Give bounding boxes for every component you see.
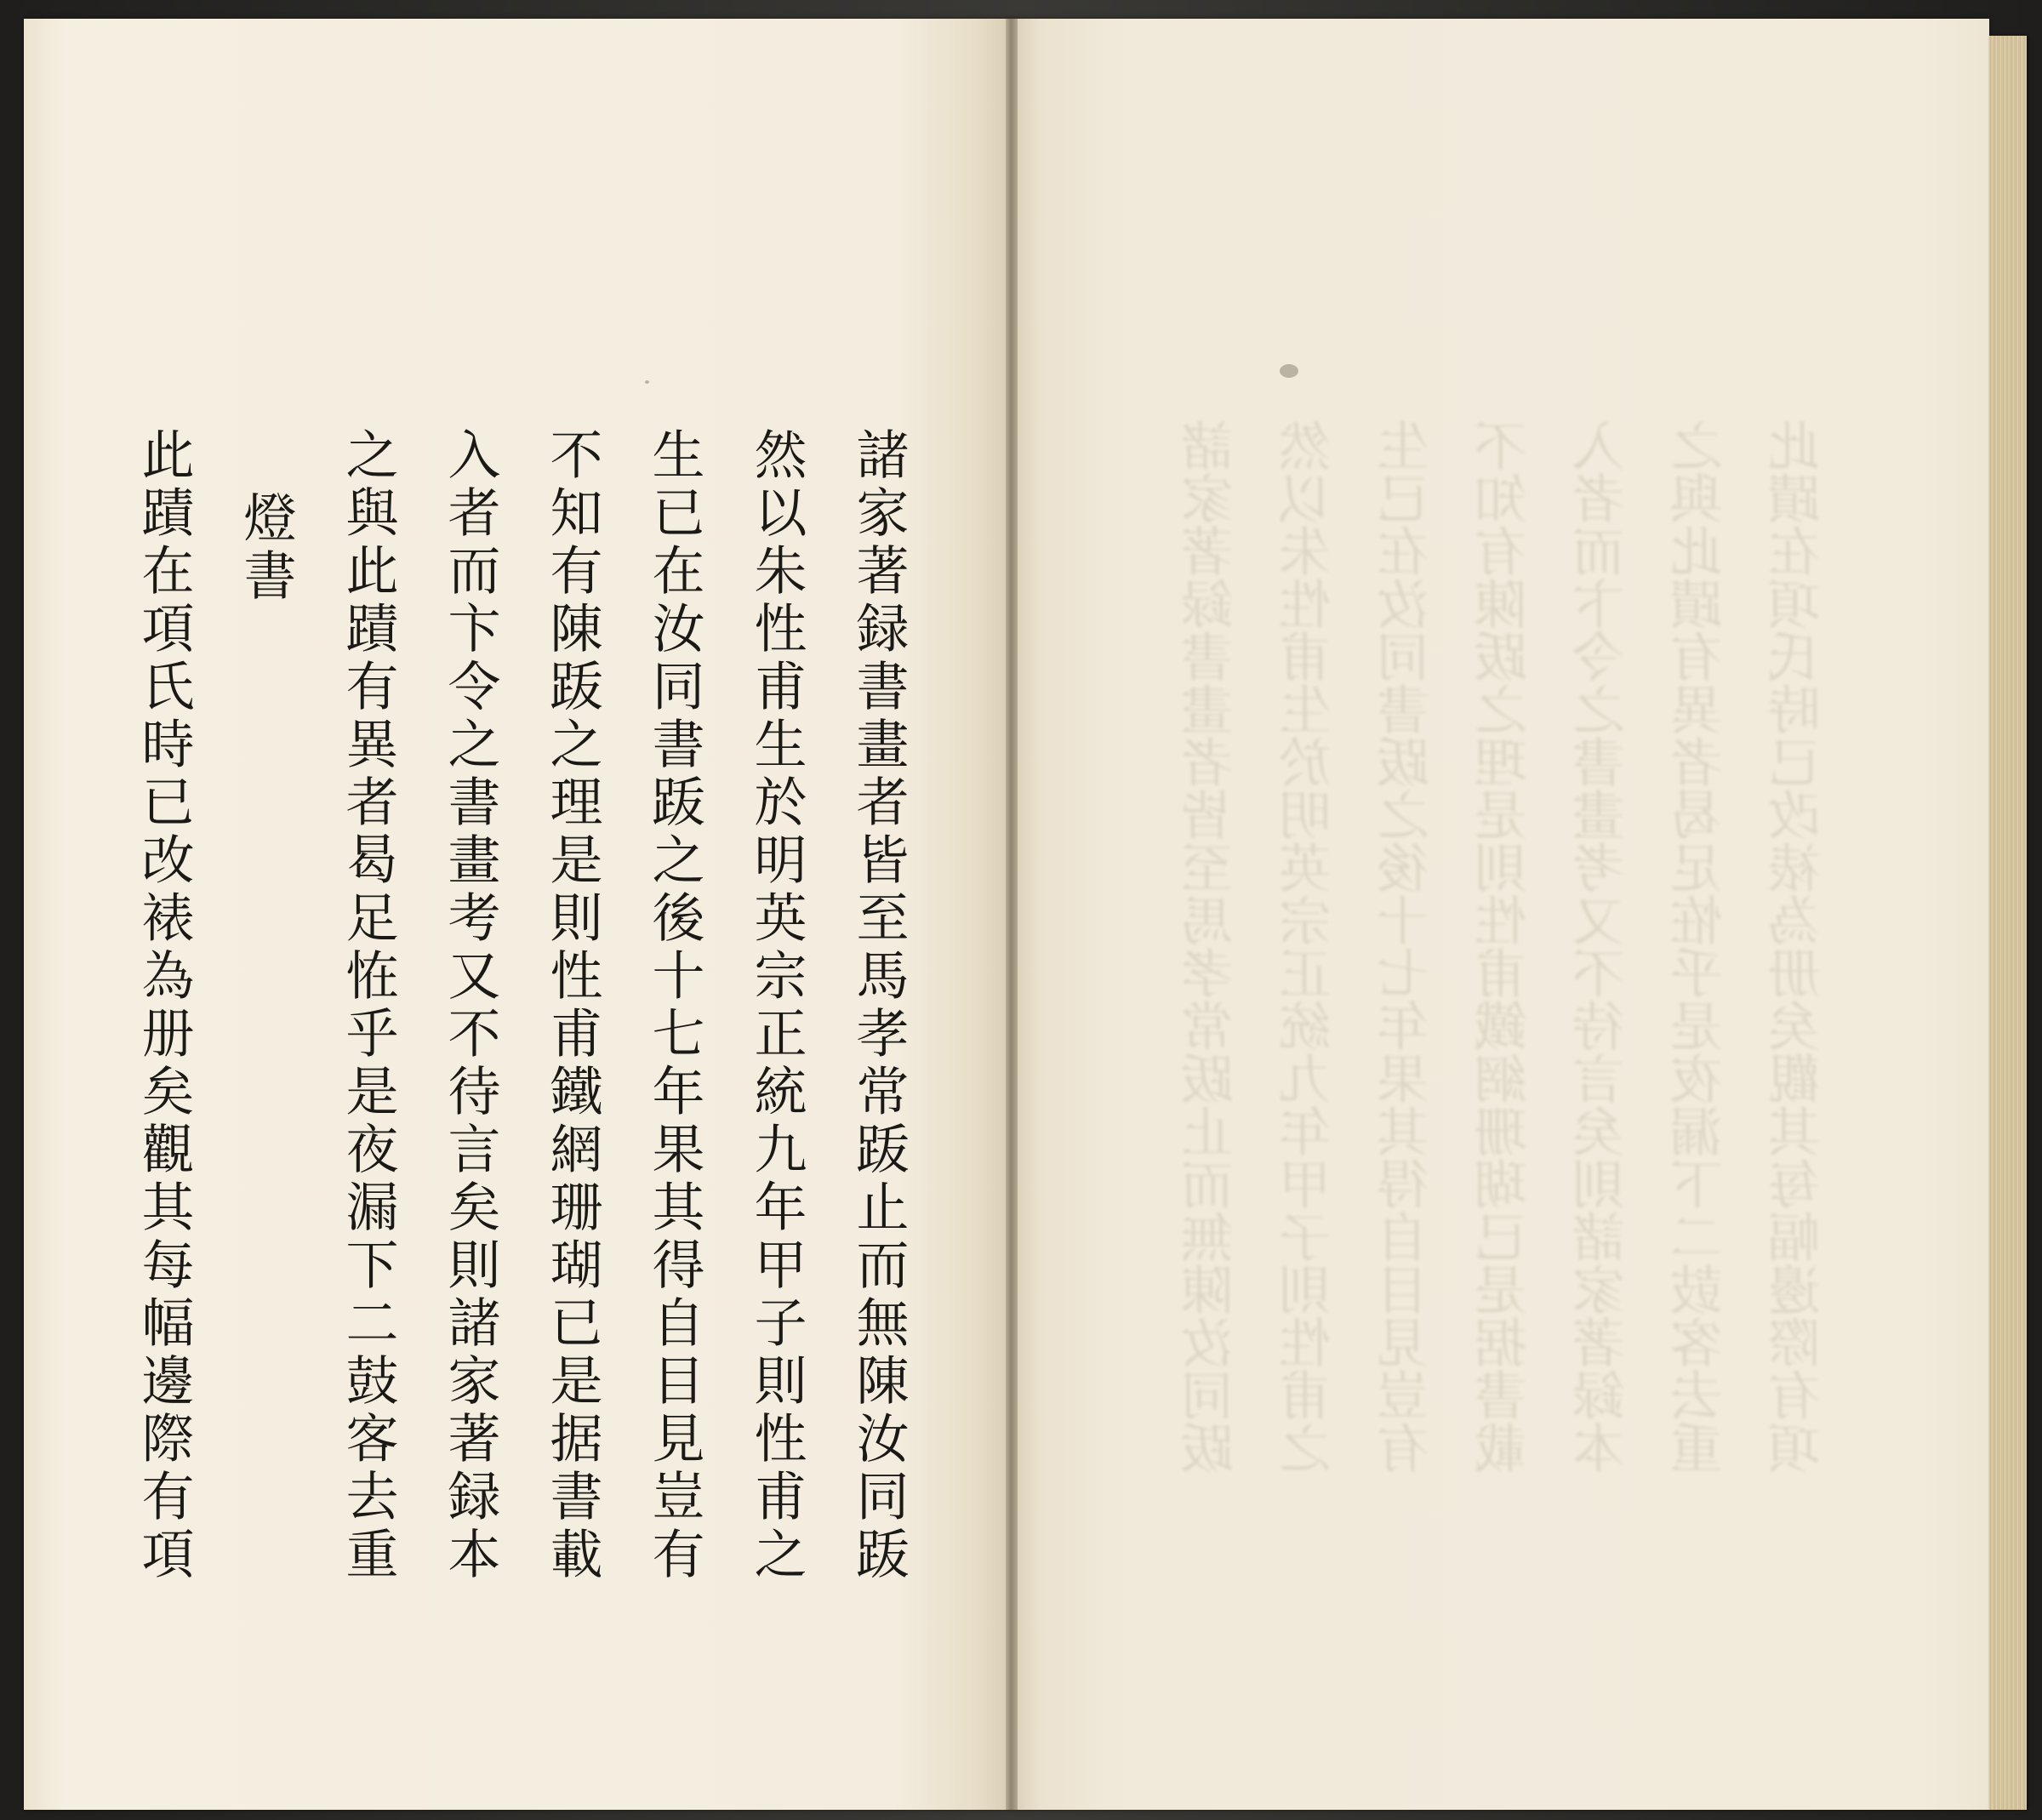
bleed-column: 不知有陳䟦之理是則性甫鐵網珊瑚已是据書載 <box>1474 419 1536 1474</box>
bleed-column: 之與此蹟有異者曷足恠乎是夜漏下二鼓客去重 <box>1669 419 1731 1474</box>
text-column-8: 此蹟在項氏時已改裱為册矣觀其每幅邊際有項 <box>133 427 195 1584</box>
bleed-column: 然以朱性甫生於明英宗正統九年甲子則性甫之 <box>1278 419 1340 1474</box>
left-page <box>24 19 1011 1810</box>
open-book <box>19 19 2027 1814</box>
bleed-column: 諸家著録書畫者皆至馬孝常䟦止而無陳汝同䟦 <box>1180 419 1242 1474</box>
text-column-7: 燈書 <box>235 490 297 606</box>
ink-bleed-through <box>1181 419 1879 1695</box>
paper-speck <box>645 380 649 384</box>
bleed-column: 生已在汝同書䟦之後十七年果其得自目見豈有 <box>1376 419 1438 1474</box>
bleed-column: 入者而卞令之書畫考又不待言矣則諸家著録本 <box>1571 419 1634 1474</box>
right-page <box>1011 19 1989 1810</box>
vertical-text-block <box>92 427 909 1720</box>
text-column-4: 不知有陳䟦之理是則性甫鐵網珊瑚已是据書載 <box>541 427 603 1584</box>
text-column-3: 生已在汝同書䟦之後十七年果其得自目見豈有 <box>643 427 705 1584</box>
book-gutter <box>1006 19 1018 1810</box>
page-edges <box>1989 36 2027 1810</box>
text-column-2: 然以朱性甫生於明英宗正統九年甲子則性甫之 <box>745 427 807 1584</box>
text-column-5: 入者而卞令之書畫考又不待言矣則諸家著録本 <box>439 427 501 1584</box>
text-column-1: 諸家著録書畫者皆至馬孝常䟦止而無陳汝同䟦 <box>847 427 910 1584</box>
bleed-column: 此蹟在項氏時已改裱為册矣觀其每幅邊際有項 <box>1767 419 1829 1474</box>
paper-stain <box>1280 364 1298 378</box>
text-column-6: 之與此蹟有異者曷足恠乎是夜漏下二鼓客去重 <box>337 427 399 1584</box>
